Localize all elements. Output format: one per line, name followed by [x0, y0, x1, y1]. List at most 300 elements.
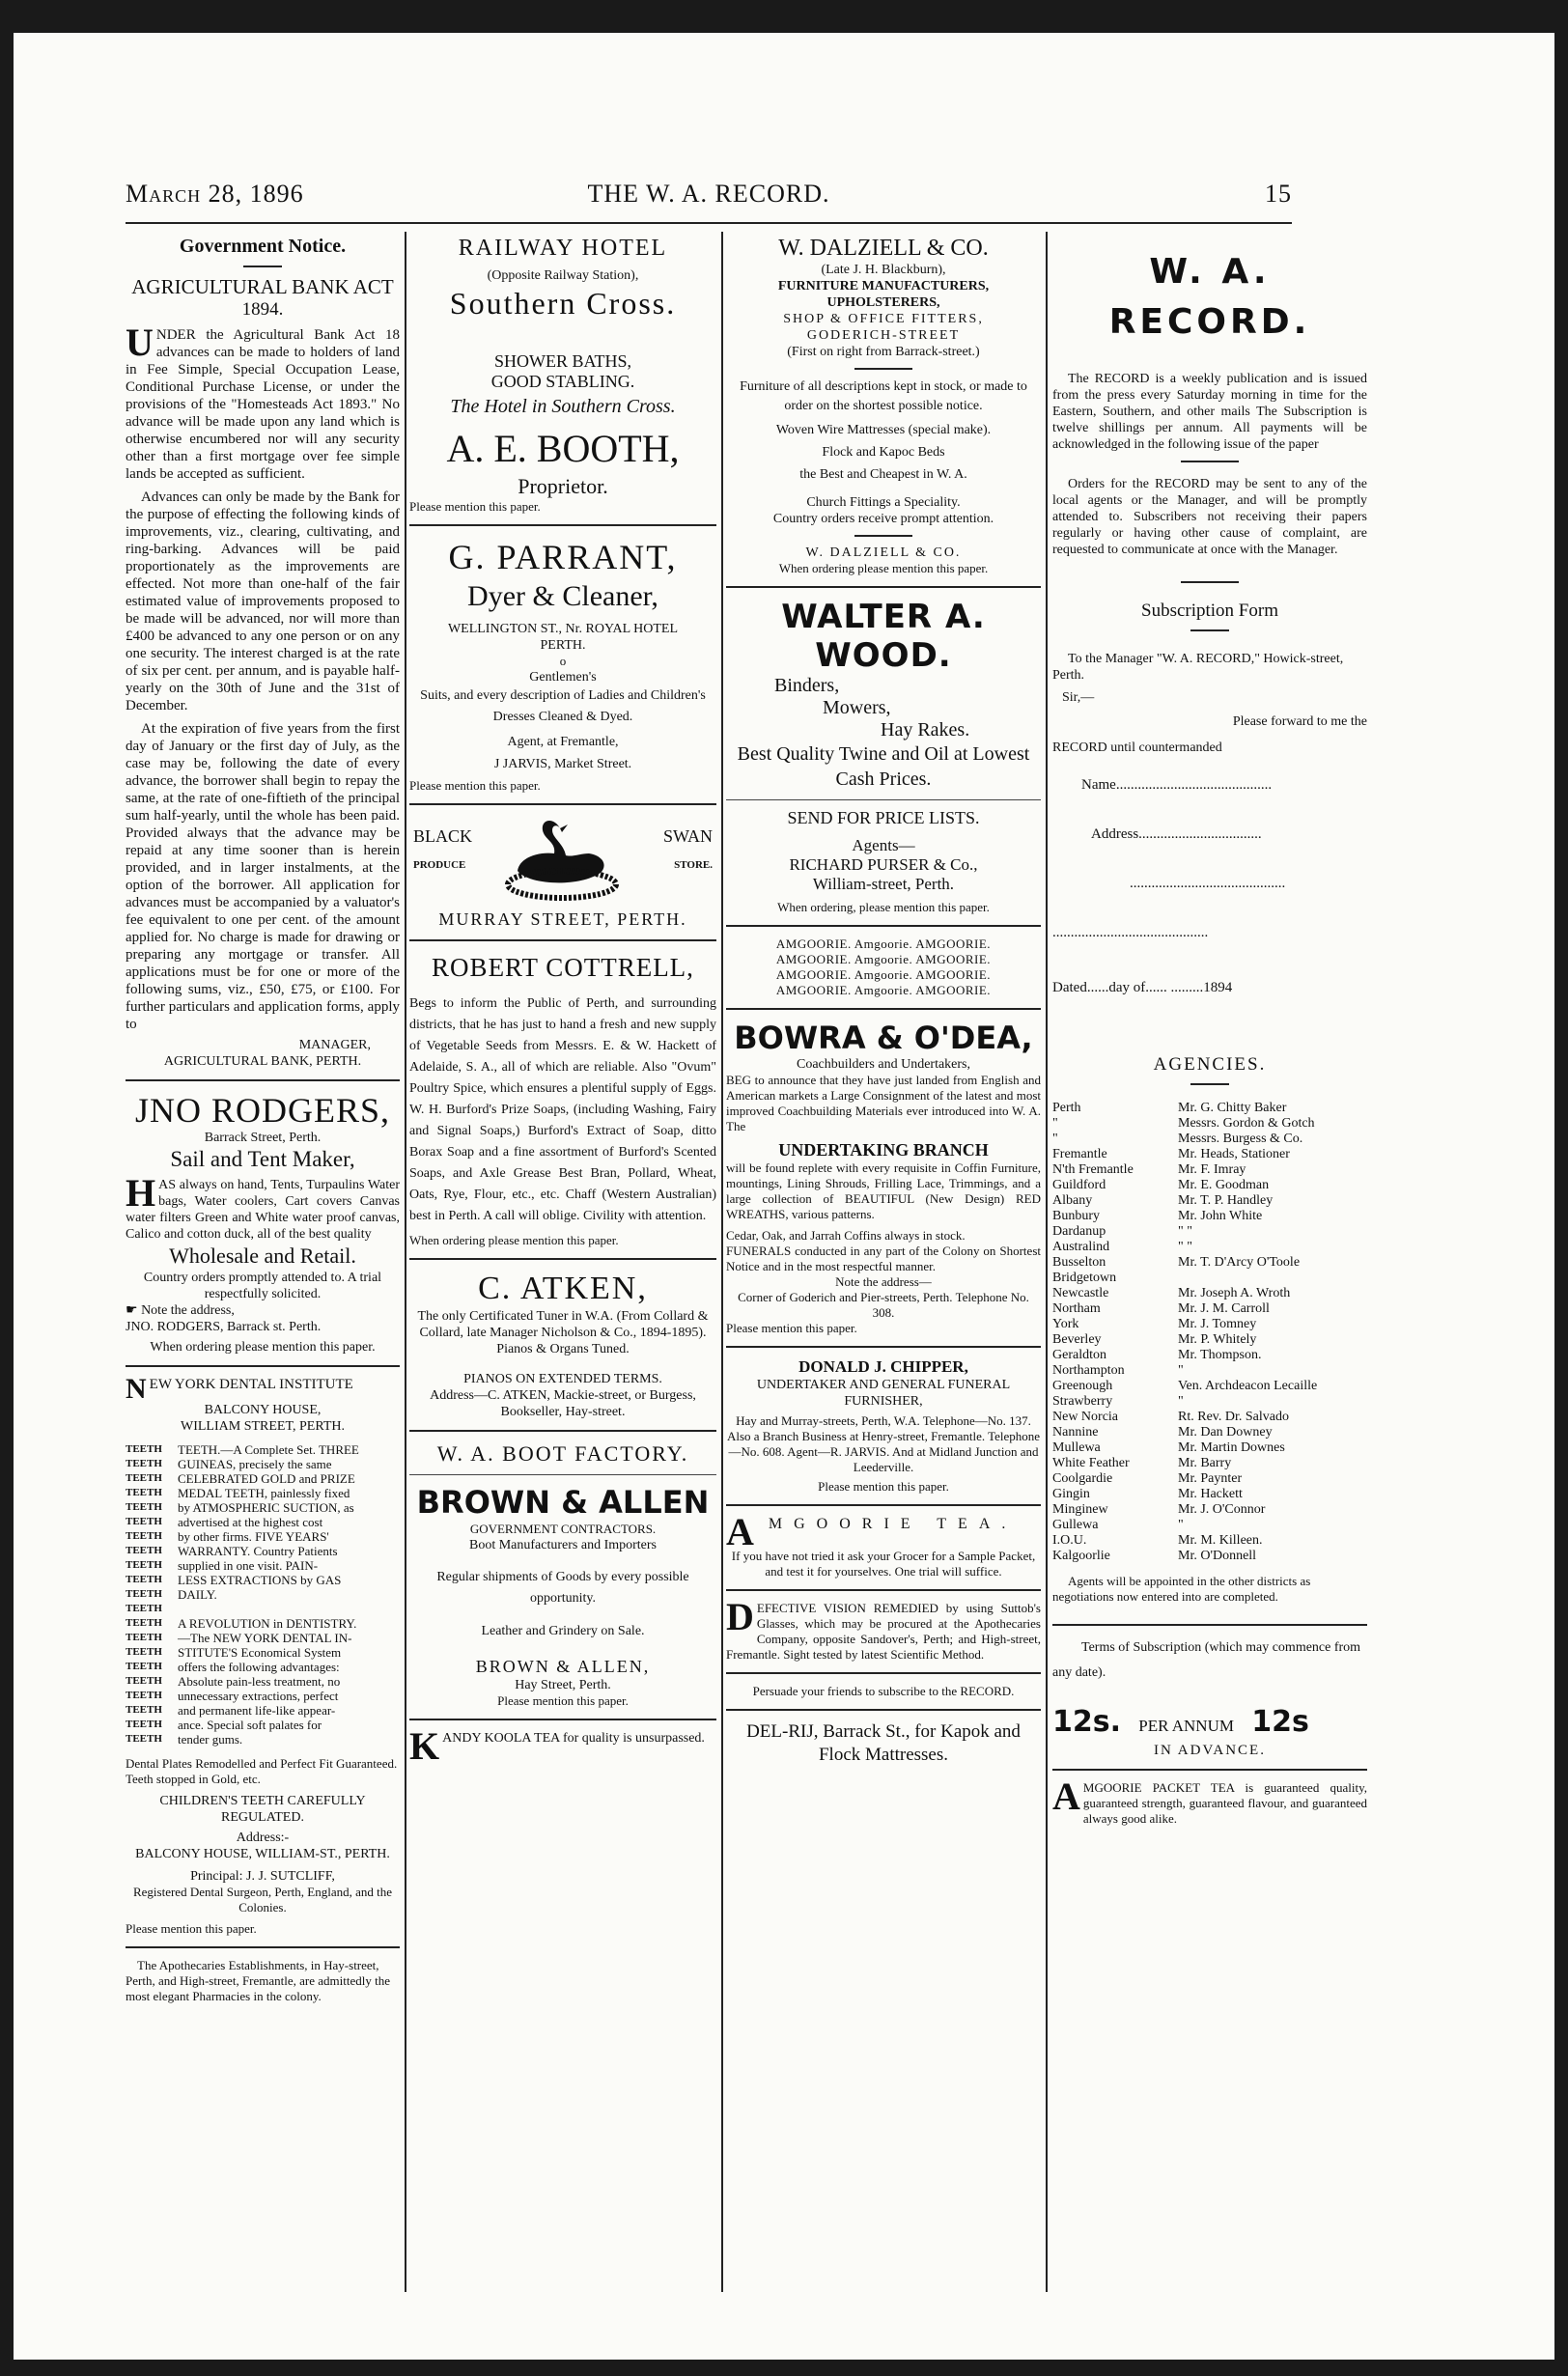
teeth-list — [126, 1442, 400, 1747]
bowra-corner: Corner of Goderich and Pier-streets, Perth. Telephone No. 308. — [738, 1290, 1029, 1320]
murray-street: MURRAY STREET, PERTH. — [438, 909, 687, 929]
agency-town: Albany — [1052, 1193, 1093, 1208]
teeth-label: TEETH — [126, 1516, 162, 1527]
agency-town: Fremantle — [1052, 1147, 1107, 1161]
agency-agent: " — [1178, 1394, 1184, 1409]
agency-row — [1052, 1271, 1367, 1286]
agency-agent: Mr. Paynter — [1178, 1471, 1243, 1486]
rodgers-street: Barrack Street, Perth. — [204, 1131, 322, 1145]
rodgers-wholesale: Wholesale and Retail. — [169, 1244, 356, 1268]
parrant-trade: Dyer & Cleaner, — [467, 580, 658, 612]
boot-factory: W. A. BOOT FACTORY. — [436, 1441, 689, 1466]
parrant-mention: Please mention this paper. — [409, 778, 541, 793]
agency-agent: Mr. John White — [1178, 1209, 1263, 1223]
swan-left2: PRODUCE — [413, 859, 466, 871]
agency-row — [1052, 1240, 1367, 1255]
drop-cap: U — [126, 321, 154, 364]
agency-town: Nannine — [1052, 1425, 1099, 1440]
dalziell-best: the Best and Cheapest in W. A. — [799, 467, 967, 482]
agency-agent: Mr. J. O'Connor — [1178, 1502, 1266, 1517]
sir: Sir,— — [1062, 690, 1095, 705]
agency-town: Beverley — [1052, 1332, 1102, 1347]
dental-address: BALCONY HOUSE, WILLIAM-ST., PERTH. — [135, 1847, 390, 1861]
parrant-agent: Agent, at Fremantle, — [507, 735, 619, 749]
notice-paragraph: UNDER the Agricultural Bank Act 18 advances can be made to holders of land in Fee Simple, Special Occupation Lease, Conditional Purchase License, or under the provisions of the "Homesteads Act 1893." No advance will be made upon any land which is otherwise encumbered nor will any security other than a first mortgage over fee simple lands be accepted as sufficient. — [126, 321, 400, 482]
chipper-mention: Please mention this paper. — [818, 1479, 949, 1494]
agency-row — [1052, 1255, 1367, 1271]
agency-row — [1052, 1162, 1367, 1178]
agency-town: N'th Fremantle — [1052, 1162, 1134, 1177]
booth-proprietor: Proprietor. — [518, 474, 608, 498]
dalziell-country: Country orders receive prompt attention. — [772, 512, 994, 526]
teeth-row — [126, 1457, 400, 1471]
agency-agent: Mr. Joseph A. Wroth — [1178, 1286, 1291, 1300]
wood-mention: When ordering, please mention this paper. — [777, 900, 990, 914]
agency-town: Gullewa — [1052, 1518, 1099, 1532]
agency-town: York — [1052, 1317, 1079, 1331]
boot-manufacturers: Boot Manufacturers and Importers — [469, 1538, 657, 1552]
agency-agent: " " — [1178, 1240, 1192, 1254]
agencies-list — [1052, 1101, 1367, 1564]
agency-town: Geraldton — [1052, 1348, 1106, 1362]
teeth-label: TEETH — [126, 1733, 162, 1745]
agency-town: Gingin — [1052, 1487, 1090, 1501]
teeth-text: —The NEW YORK DENTAL IN- — [178, 1631, 352, 1645]
agency-row — [1052, 1456, 1367, 1471]
agency-town: Dardanup — [1052, 1224, 1106, 1239]
chipper-name: DONALD J. CHIPPER, — [798, 1357, 968, 1376]
teeth-label: TEETH — [126, 1443, 162, 1455]
teeth-text: by other firms. FIVE YEARS' — [178, 1529, 329, 1544]
parrant-o: o — [559, 654, 567, 668]
form-name-line: Name........................................... — [1081, 777, 1273, 793]
agency-row — [1052, 1317, 1367, 1332]
orders-body: Orders for the RECORD may be sent to any of the local agents or the Manager, and will be promptly attended to. Subscribers not receiving their papers regularly or having other cause of complaint, are requested to communicate at once with the Manager. — [1052, 477, 1367, 557]
agency-row — [1052, 1286, 1367, 1301]
dalziell-goderich: GODERICH-STREET — [806, 328, 961, 343]
teeth-label: TEETH — [126, 1603, 162, 1614]
column-4 — [1052, 232, 1367, 2292]
boot-regular: Regular shipments of Goods by every possible opportunity. — [436, 1570, 689, 1606]
dalziell-late: (Late J. H. Blackburn), — [821, 263, 946, 277]
rodgers-note: ☛ Note the address, — [126, 1303, 235, 1318]
teeth-text: supplied in one visit. PAIN- — [178, 1558, 319, 1573]
agency-row — [1052, 1301, 1367, 1317]
agency-row — [1052, 1224, 1367, 1240]
teeth-label: TEETH — [126, 1501, 162, 1513]
dental-street: WILLIAM STREET, PERTH. — [181, 1419, 345, 1434]
agency-row — [1052, 1425, 1367, 1440]
dental-mention: Please mention this paper. — [126, 1921, 257, 1936]
pointing-hand-icon: ☛ — [126, 1303, 142, 1318]
agency-town: New Norcia — [1052, 1410, 1119, 1424]
teeth-label: TEETH — [126, 1675, 162, 1687]
rodgers-name: JNO RODGERS, — [134, 1091, 391, 1130]
bowra-body: BEG to announce that they have just landed from English and American markets a Large Consignment of the latest and most improved Coachbuilding Materials ever introduced into W. A. The — [726, 1073, 1041, 1133]
amgoorie-line: AMGOORIE. Amgoorie. AMGOORIE. — [775, 983, 992, 997]
agency-town: Perth — [1052, 1101, 1081, 1115]
atken-name: C. ATKEN, — [478, 1271, 648, 1306]
teeth-text: DAILY. — [178, 1587, 217, 1602]
agency-row — [1052, 1379, 1367, 1394]
agency-row — [1052, 1471, 1367, 1487]
teeth-text: TEETH.—A Complete Set. THREE — [178, 1442, 359, 1457]
wood-price-lists: SEND FOR PRICE LISTS. — [787, 808, 980, 827]
subscription-form-title: Subscription Form — [1141, 601, 1278, 621]
act-year: 1894. — [241, 299, 284, 320]
parrant-perth: PERTH. — [540, 638, 586, 653]
agency-town: Minginew — [1052, 1502, 1108, 1517]
teeth-text: ance. Special soft palates for — [178, 1718, 322, 1732]
agency-town: I.O.U. — [1052, 1533, 1087, 1548]
teeth-row — [126, 1732, 400, 1747]
form-dated-line: Dated......day of...... .........1894 — [1052, 980, 1233, 995]
boot-hay-street: Hay Street, Perth. — [515, 1678, 611, 1692]
teeth-label: TEETH — [126, 1690, 162, 1701]
teeth-row — [126, 1486, 400, 1500]
dalziell-first-right: (First on right from Barrack-street.) — [787, 345, 980, 359]
hotel-shower: SHOWER BATHS, — [493, 351, 631, 371]
hotel-name: RAILWAY HOTEL — [458, 236, 668, 261]
page-header — [126, 180, 1292, 218]
agency-agent: Mr. E. Goodman — [1178, 1178, 1270, 1192]
teeth-row — [126, 1631, 400, 1645]
chipper-body: Hay and Murray-streets, Perth, W.A. Telephone—No. 137. Also a Branch Business at Henry-street, Fremantle. Telephone—No. 608. Agent—R. JARVIS. And at Midland Junction and Leederville. — [726, 1413, 1041, 1474]
principal: Principal: J. J. SUTCLIFF, — [190, 1869, 335, 1884]
teeth-text: advertised at the highest cost — [178, 1515, 323, 1529]
agency-agent: Messrs. Gordon & Gotch — [1178, 1116, 1315, 1131]
black-swan-icon — [500, 815, 626, 904]
rodgers-address: JNO. RODGERS, Barrack st. Perth. — [126, 1320, 322, 1334]
terms-subscription: Terms of Subscription (which may commence from any date). — [1052, 1640, 1361, 1680]
issue-date: March 28, 1896 — [126, 180, 304, 208]
agency-row — [1052, 1132, 1367, 1147]
wood-purser: RICHARD PURSER & Co., — [789, 855, 978, 874]
teeth-row — [126, 1703, 400, 1718]
wood-agents: Agents— — [852, 836, 915, 854]
agency-row — [1052, 1410, 1367, 1425]
bowra-name: BOWRA & O'DEA, — [734, 1020, 1033, 1056]
teeth-text: MEDAL TEETH, painlessly fixed — [178, 1486, 350, 1500]
teeth-label: TEETH — [126, 1559, 162, 1571]
notice-bank: AGRICULTURAL BANK, PERTH. — [163, 1054, 362, 1069]
agency-row — [1052, 1394, 1367, 1410]
teeth-label: TEETH — [126, 1458, 162, 1469]
agency-agent: Mr. P. Whitely — [1178, 1332, 1257, 1347]
agency-row — [1052, 1101, 1367, 1116]
teeth-label: TEETH — [126, 1661, 162, 1672]
teeth-label: TEETH — [126, 1530, 162, 1542]
swan-right2: STORE. — [674, 859, 713, 871]
teeth-text: by ATMOSPHERIC SUCTION, as — [178, 1500, 354, 1515]
agency-town: Greenough — [1052, 1379, 1113, 1393]
column-divider — [1046, 232, 1048, 2292]
agency-row — [1052, 1178, 1367, 1193]
agency-row — [1052, 1116, 1367, 1132]
agency-town: Guildford — [1052, 1178, 1106, 1192]
teeth-label: TEETH — [126, 1646, 162, 1658]
boot-leather: Leather and Grindery on Sale. — [481, 1624, 645, 1638]
teeth-row — [126, 1573, 400, 1587]
hotel-stabling: GOOD STABLING. — [490, 372, 635, 391]
amgoorie-line: AMGOORIE. Amgoorie. AMGOORIE. — [775, 967, 992, 982]
gov-contractors: GOVERNMENT CONTRACTORS. — [469, 1522, 657, 1536]
teeth-label: TEETH — [126, 1632, 162, 1643]
teeth-label: TEETH — [126, 1719, 162, 1730]
brown-allen: BROWN & ALLEN — [416, 1484, 710, 1521]
parrant-suits: Suits, and every description of Ladies and Children's Dresses Cleaned & Dyed. — [420, 688, 706, 724]
teeth-row — [126, 1544, 400, 1558]
dental-house: BALCONY HOUSE, — [204, 1403, 322, 1417]
agency-agent: " — [1178, 1363, 1184, 1378]
teeth-row — [126, 1500, 400, 1515]
rodgers-mention: When ordering please mention this paper. — [150, 1340, 376, 1355]
teeth-row — [126, 1718, 400, 1732]
agency-town: Kalgoorlie — [1052, 1549, 1110, 1563]
teeth-text: tender gums. — [178, 1732, 243, 1747]
agency-agent: Mr. J. M. Carroll — [1178, 1301, 1270, 1316]
agency-agent: Mr. T. D'Arcy O'Toole — [1178, 1255, 1301, 1270]
amgoorie-tea-body: If you have not tried it ask your Grocer for a Sample Packet, and test it for yourselves. One trial will suffice. — [731, 1549, 1036, 1579]
dalziell-flock: Flock and Kapoc Beds — [822, 445, 945, 460]
wood-hay-rakes: Hay Rakes. — [881, 719, 970, 741]
registered: Registered Dental Surgeon, Perth, England, and the Colonies. — [132, 1885, 392, 1915]
vision-ad: DEFECTIVE VISION REMEDIED by using Suttob's Glasses, which may be procured at the Apothecaries Company, opposite Sandover's, Perth; and High-street, Fremantle. Sight tested by latest Scientific Method. — [726, 1595, 1041, 1662]
page-number: 15 — [1265, 180, 1292, 208]
record-until: RECORD until countermanded — [1052, 741, 1222, 755]
in-advance: IN ADVANCE. — [1154, 1743, 1266, 1758]
agents-appointed: Agents will be appointed in the other districts as negotiations now entered into are completed. — [1052, 1574, 1311, 1604]
agency-town: Northam — [1052, 1301, 1101, 1316]
agency-agent: Mr. J. Tomney — [1178, 1317, 1257, 1331]
teeth-row — [126, 1689, 400, 1703]
agency-agent: Mr. Hackett — [1178, 1487, 1243, 1501]
notice-paragraph: At the expiration of five years from the first day of January or the first day of July, as the case may be, following the date of every advance, the borrower shall begin to repay the same, at the rate of one-fiftieth of the principal sum half-yearly, until the whole has been paid. Provided always that the advance may be repaid at any time sooner than is herein provided, and in larger instalments, at the option of the borrower. All application for advances must be accompanied by a valuator's fee equivalent to one per cent. of the amount applied for. No charge is made for drawing or preparing any mortgage or transfer. All applications must be for one or more of the following sums, viz., £50, £75, or £100. For further particulars and application forms, apply to — [126, 721, 400, 1032]
teeth-row — [126, 1587, 400, 1602]
agency-agent: Rt. Rev. Dr. Salvado — [1178, 1410, 1289, 1424]
teeth-text: CELEBRATED GOLD and PRIZE — [178, 1471, 355, 1486]
rodgers-trade: Sail and Tent Maker, — [170, 1147, 355, 1171]
agency-agent: Mr. T. P. Handley — [1178, 1193, 1274, 1208]
teeth-text: WARRANTY. Country Patients — [178, 1544, 338, 1558]
dalziell-furniture: FURNITURE MANUFACTURERS, UPHOLSTERERS, — [777, 279, 990, 310]
column-divider — [405, 232, 406, 2292]
swan-left: BLACK — [413, 826, 473, 846]
teeth-label: TEETH — [126, 1487, 162, 1498]
hotel-town: Southern Cross. — [449, 286, 677, 321]
agency-town: Bunbury — [1052, 1209, 1100, 1223]
dalziell-church: Church Fittings a Speciality. — [806, 495, 961, 510]
swan-right: SWAN — [662, 826, 713, 846]
teeth-row — [126, 1660, 400, 1674]
address-label: Address:- — [236, 1831, 290, 1845]
hotel-tagline: The Hotel in Southern Cross. — [450, 396, 676, 417]
agency-row — [1052, 1332, 1367, 1348]
teeth-label: TEETH — [126, 1574, 162, 1585]
teeth-label: TEETH — [126, 1617, 162, 1629]
wood-mowers: Mowers, — [823, 697, 891, 718]
cottrell-mention: When ordering please mention this paper. — [409, 1233, 619, 1247]
wood-twine: Best Quality Twine and Oil at Lowest Cash Prices. — [737, 743, 1030, 790]
agency-row — [1052, 1533, 1367, 1549]
agency-town: Newcastle — [1052, 1286, 1109, 1300]
booth-name: A. E. BOOTH, — [446, 427, 680, 470]
newspaper-page — [14, 33, 1554, 2360]
teeth-text: LESS EXTRACTIONS by GAS — [178, 1573, 342, 1587]
act-title: AGRICULTURAL BANK ACT — [131, 275, 394, 298]
bowra-funerals: FUNERALS conducted in any part of the Colony on Shortest Notice and in the most respectful manner. — [726, 1244, 1041, 1273]
teeth-text: GUINEAS, precisely the same — [178, 1457, 332, 1471]
agency-agent: " — [1178, 1518, 1184, 1532]
amgoorie-tea-title: AMGOORIE TEA. — [726, 1510, 1018, 1553]
dental-ad — [126, 1373, 400, 1937]
atken-address: Address—C. ATKEN, Mackie-street, or Burgess, Bookseller, Hay-street. — [430, 1388, 696, 1419]
agency-agent: Mr. G. Chitty Baker — [1178, 1101, 1287, 1115]
parrant-gentlemens: Gentlemen's — [529, 670, 597, 685]
agency-row — [1052, 1193, 1367, 1209]
teeth-row — [126, 1645, 400, 1660]
dalziell-body: Furniture of all descriptions kept in stock, or made to order on the shortest possible notice. — [740, 379, 1027, 413]
teeth-text: A REVOLUTION in DENTISTRY. — [178, 1616, 357, 1631]
agency-town: White Feather — [1052, 1456, 1130, 1470]
parrant-name: G. PARRANT, — [448, 538, 678, 576]
agency-row — [1052, 1209, 1367, 1224]
apothecaries-notice: The Apothecaries Establishments, in Hay-street, Perth, and High-street, Fremantle, are admittedly the most elegant Pharmacies in the colony. — [126, 1958, 390, 2003]
dalziell-shop: SHOP & OFFICE FITTERS, — [783, 312, 984, 326]
bowra-cedar: Cedar, Oak, and Jarrah Coffins always in stock. — [726, 1228, 966, 1243]
children-teeth: CHILDREN'S TEETH CAREFULLY REGULATED. — [159, 1794, 366, 1825]
form-blank-line: ........................................... — [1130, 876, 1286, 891]
dalziell-woven: Woven Wire Mattresses (special make). — [775, 423, 992, 437]
rodgers-country: Country orders promptly attended to. A trial respectfully solicited. — [143, 1271, 382, 1301]
amgoorie-line: AMGOORIE. Amgoorie. AMGOORIE. — [775, 936, 992, 951]
agency-agent: Mr. Heads, Stationer — [1178, 1147, 1290, 1161]
agency-agent: Ven. Archdeacon Lecaille — [1178, 1379, 1318, 1393]
agency-town: Strawberry — [1052, 1394, 1113, 1409]
wood-binders: Binders, — [774, 675, 840, 696]
teeth-label: TEETH — [126, 1545, 162, 1556]
agency-row — [1052, 1487, 1367, 1502]
teeth-row — [126, 1602, 400, 1616]
agency-town: " — [1052, 1116, 1058, 1131]
dental-plates: Dental Plates Remodelled and Perfect Fit Guaranteed. Teeth stopped in Gold, etc. — [126, 1756, 398, 1786]
agencies-title: AGENCIES. — [1153, 1054, 1267, 1075]
form-address-line: Address.................................. — [1091, 826, 1262, 842]
agency-town: Australind — [1052, 1240, 1110, 1254]
boot-mention: Please mention this paper. — [497, 1693, 629, 1708]
parrant-jarvis: J JARVIS, Market Street. — [493, 757, 632, 771]
agency-row — [1052, 1502, 1367, 1518]
price-line: 12s. PER ANNUM 12s — [1052, 1705, 1309, 1739]
teeth-row — [126, 1616, 400, 1631]
agency-town: Mullewa — [1052, 1440, 1101, 1455]
hotel-mention: Please mention this paper. — [409, 499, 541, 514]
teeth-label: TEETH — [126, 1472, 162, 1484]
agency-town: Bridgetown — [1052, 1271, 1117, 1285]
agency-town: Busselton — [1052, 1255, 1106, 1270]
to-manager: To the Manager "W. A. RECORD," Howick-street, Perth. — [1052, 652, 1344, 683]
teeth-row — [126, 1515, 400, 1529]
agency-agent: " " — [1178, 1224, 1192, 1239]
dental-title: NEW YORK DENTAL INSTITUTE — [126, 1373, 353, 1405]
please-forward: Please forward to me the — [1232, 714, 1367, 729]
parrant-street: WELLINGTON ST., Nr. ROYAL HOTEL — [447, 622, 679, 636]
teeth-row — [126, 1529, 400, 1544]
dalziell-mention: When ordering please mention this paper. — [778, 561, 989, 575]
notice-paragraph: Advances can only be made by the Bank for the purpose of effecting the following kinds of improvements, viz., clearing, cultivating, and ring-barking. Advances will be paid proportionately as the improvements are effected. Not more than one-half of the fair estimated value of improvements proposed to be made will be advanced, nor will more than £400 be advanced to any one person or on any one security. The interest charged is at the rate of six per cent. per annum, and is payable half-yearly on the 30th of June and the 31st of December. — [126, 489, 400, 713]
agency-row — [1052, 1363, 1367, 1379]
column-1 — [126, 232, 400, 2292]
bowra-undertaking: UNDERTAKING BRANCH — [778, 1140, 989, 1160]
packet-tea-ad: AMGOORIE PACKET TEA is guaranteed quality, guaranteed strength, guaranteed flavour, and guaranteed always good alike. — [1052, 1775, 1367, 1826]
agency-agent: Mr. F. Imray — [1178, 1162, 1246, 1177]
teeth-text: offers the following advantages: — [178, 1660, 340, 1674]
record-masthead: W. A. RECORD. — [1108, 252, 1311, 342]
notice-manager: MANAGER, — [298, 1038, 371, 1052]
notice-heading: Government Notice. — [179, 236, 347, 257]
agency-row — [1052, 1348, 1367, 1363]
teeth-row — [126, 1674, 400, 1689]
dalziell-name: W. DALZIELL & CO. — [778, 236, 989, 261]
agency-agent: Messrs. Burgess & Co. — [1178, 1132, 1303, 1146]
form-blank-line: ........................................... — [1052, 925, 1209, 940]
agency-row — [1052, 1549, 1367, 1564]
agency-row — [1052, 1440, 1367, 1456]
agency-town: Northampton — [1052, 1363, 1125, 1378]
teeth-row — [126, 1558, 400, 1573]
column-divider — [721, 232, 723, 2292]
column-3 — [726, 232, 1041, 2292]
newspaper-title: THE W. A. RECORD. — [587, 180, 830, 208]
kandy-koola-ad: KANDY KOOLA TEA for quality is unsurpassed. — [409, 1724, 705, 1768]
agency-town: Coolgardie — [1052, 1471, 1113, 1486]
teeth-row — [126, 1471, 400, 1486]
teeth-text: unnecessary extractions, perfect — [178, 1689, 339, 1703]
bowra-note: Note the address— — [835, 1274, 932, 1289]
header-rule — [126, 222, 1292, 224]
agency-agent: Mr. Barry — [1178, 1456, 1232, 1470]
rodgers-body: HAS always on hand, Tents, Turpaulins Water bags, Water coolers, Cart covers Canvas water filters Green and White water proof canvas, Calico and cotton duck, all of the best quality — [126, 1171, 400, 1242]
atken-pianos: PIANOS ON EXTENDED TERMS. — [463, 1372, 662, 1386]
chipper-undertaker: UNDERTAKER AND GENERAL FUNERAL FURNISHER, — [756, 1378, 1011, 1409]
agency-agent: Mr. O'Donnell — [1178, 1549, 1257, 1563]
wood-name: WALTER A. WOOD. — [781, 598, 986, 675]
rodgers-ad — [126, 1091, 400, 1356]
agency-town: " — [1052, 1132, 1058, 1146]
bowra-coachbuilders: Coachbuilders and Undertakers, — [797, 1057, 970, 1072]
amgoorie-line: AMGOORIE. Amgoorie. AMGOORIE. — [775, 952, 992, 966]
agency-row — [1052, 1147, 1367, 1162]
wood-william: William-street, Perth. — [812, 875, 955, 893]
atken-sub: The only Certificated Tuner in W.A. (From Collard & Collard, late Manager Nicholson & Co., 1894-1895). Pianos & Organs Tuned. — [417, 1309, 709, 1356]
brown-allen-2: BROWN & ALLEN, — [475, 1657, 651, 1676]
teeth-label: TEETH — [126, 1704, 162, 1716]
agency-row — [1052, 1518, 1367, 1533]
teeth-label: TEETH — [126, 1588, 162, 1600]
agency-agent: Mr. M. Killeen. — [1178, 1533, 1263, 1548]
persuade-notice: Persuade your friends to subscribe to the RECORD. — [752, 1684, 1015, 1698]
agency-agent: Mr. Dan Downey — [1178, 1425, 1273, 1440]
teeth-row — [126, 1442, 400, 1457]
teeth-text: STITUTE'S Economical System — [178, 1645, 342, 1660]
teeth-text: Absolute pain-less treatment, no — [178, 1674, 341, 1689]
hotel-sub: (Opposite Railway Station), — [487, 268, 639, 283]
del-rij-ad: DEL-RIJ, Barrack St., for Kapok and Flock Mattresses. — [746, 1721, 1021, 1765]
agency-agent: Mr. Thompson. — [1178, 1348, 1262, 1362]
bowra-undertaking-body: will be found replete with every requisite in Coffin Furniture, mountings, Lining Shrouds, Frilling Lace, Trimmings, and a large collection of BEAUTIFUL (New Design) RED WREATHS, various patterns. — [726, 1160, 1041, 1221]
record-body: The RECORD is a weekly publication and is issued from the press every Saturday morning in time for the Eastern, Southern, and other mails The Subscription is twelve shillings per annum. All payments will be acknowledged in the following issue of the paper — [1052, 372, 1367, 452]
cottrell-body: Begs to inform the Public of Perth, and surrounding districts, that he has just to hand a fresh and new supply of Vegetable Seeds from Messrs. E. & W. Hackett of Adelaide, S. A., all of which are reliable. Also "Ovum" Poultry Spice, which ensures a plentiful supply of Eggs. W. H. Burford's Prize Soaps, (including Washing, Fairy and Signal Soaps,) Burford's Extract of Soap, ditto Borax Soap and a fine assortment of Burford's Scented Soaps, and Axle Grease Best Bran, Pollard, Wheat, Oats, Rye, Flour, etc., etc. Chaff (Western Australian) best in Perth. A call will oblige. Civility with attention. — [409, 996, 716, 1223]
